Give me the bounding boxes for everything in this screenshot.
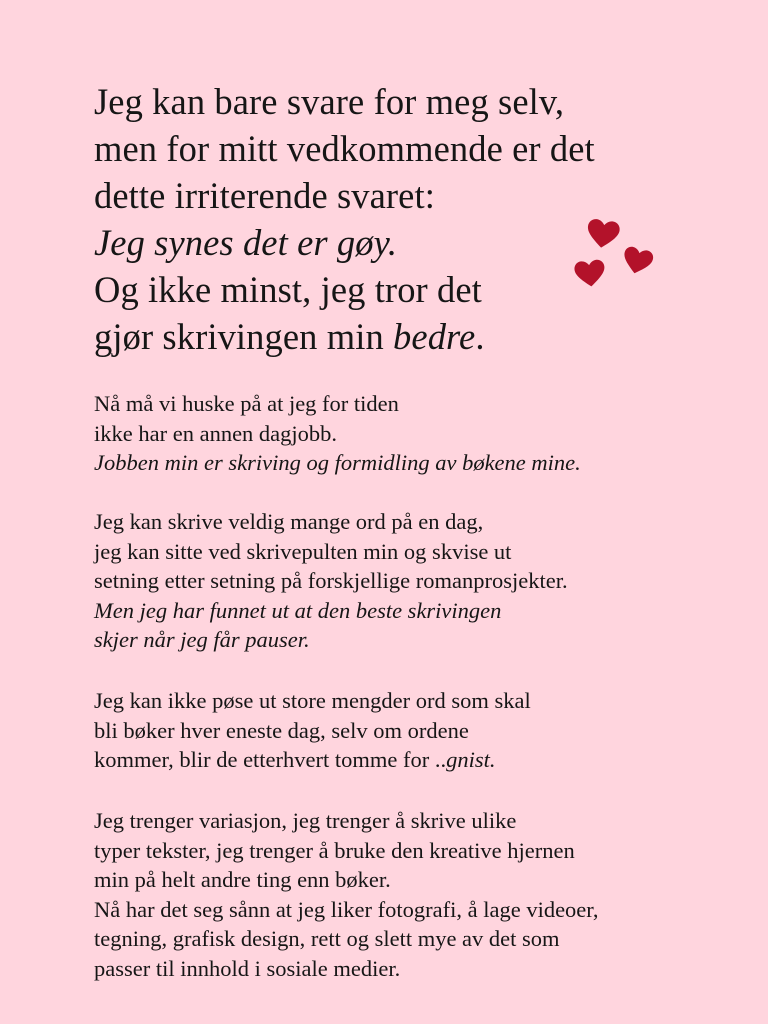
heading-line-6 <box>94 313 694 360</box>
paragraph-2 <box>94 507 734 655</box>
paragraph-1-line-2: ikke har en annen dagjobb. <box>94 420 338 446</box>
paragraph-3-line-1: Jeg kan ikke pøse ut store mengder ord som skal <box>94 688 531 713</box>
paragraph-3 <box>94 686 734 775</box>
heading-line-6-prefix: gjør skrivingen min <box>94 316 394 357</box>
heading-line-2: men for mitt vedkommende er det <box>94 128 595 169</box>
hearts-icon <box>570 215 660 295</box>
paragraph-1-line-3-italic: Jobben min er skriving og formidling av bøkene mine. <box>94 450 581 475</box>
paragraph-4-line-6: passer til innhold i sosiale medier. <box>94 955 401 981</box>
paragraph-3-line-3-italic: gnist. <box>446 747 496 772</box>
paragraph-2-line-5-italic: skjer når jeg får pauser. <box>94 627 310 652</box>
paragraph-4-line-5: tegning, grafisk design, rett og slett mye av det som <box>94 926 560 951</box>
paragraph-4-line-1: Jeg trenger variasjon, jeg trenger å skrive ulike <box>94 808 517 833</box>
paragraph-4 <box>94 806 734 983</box>
heading-line-4-italic: Jeg synes det er gøy. <box>94 222 398 263</box>
heading-line-3: dette irriterende svaret: <box>94 175 435 216</box>
paragraph-3-line-3-prefix: kommer, blir de etterhvert tomme for .. <box>94 747 447 772</box>
paragraph-1 <box>94 389 734 478</box>
heading-line-6-suffix: . <box>475 316 485 357</box>
paragraph-4-line-4: Nå har det seg sånn at jeg liker fotografi, å lage videoer, <box>94 896 599 922</box>
paragraph-2-line-3: setning etter setning på forskjellige romanprosjekter. <box>94 568 568 593</box>
paragraph-2-line-2: jeg kan sitte ved skrivepulten min og skvise ut <box>94 538 512 564</box>
paragraph-2-line-1: Jeg kan skrive veldig mange ord på en dag, <box>94 509 484 534</box>
paragraph-3-line-3 <box>94 745 734 775</box>
heading-line-1: Jeg kan bare svare for meg selv, <box>94 81 565 122</box>
paragraph-1-line-1: Nå må vi huske på at jeg for tiden <box>94 391 399 416</box>
paragraph-2-line-5 <box>94 625 734 655</box>
paragraph-3-line-2: bli bøker hver eneste dag, selv om ordene <box>94 717 469 743</box>
heart-icon <box>573 257 608 289</box>
paragraph-2-line-4 <box>94 596 734 626</box>
heading-line-5: Og ikke minst, jeg tror det <box>94 269 482 310</box>
paragraph-2-line-4-italic: Men jeg har funnet ut at den beste skrivingen <box>94 597 502 623</box>
heart-icon <box>584 217 622 251</box>
paragraph-4-line-2: typer tekster, jeg trenger å bruke den kreative hjernen <box>94 837 575 863</box>
heart-icon <box>619 244 656 279</box>
heading-line-6-italic: bedre <box>393 316 476 357</box>
paragraph-4-line-3: min på helt andre ting enn bøker. <box>94 867 391 892</box>
paragraph-1-line-3 <box>94 448 734 478</box>
